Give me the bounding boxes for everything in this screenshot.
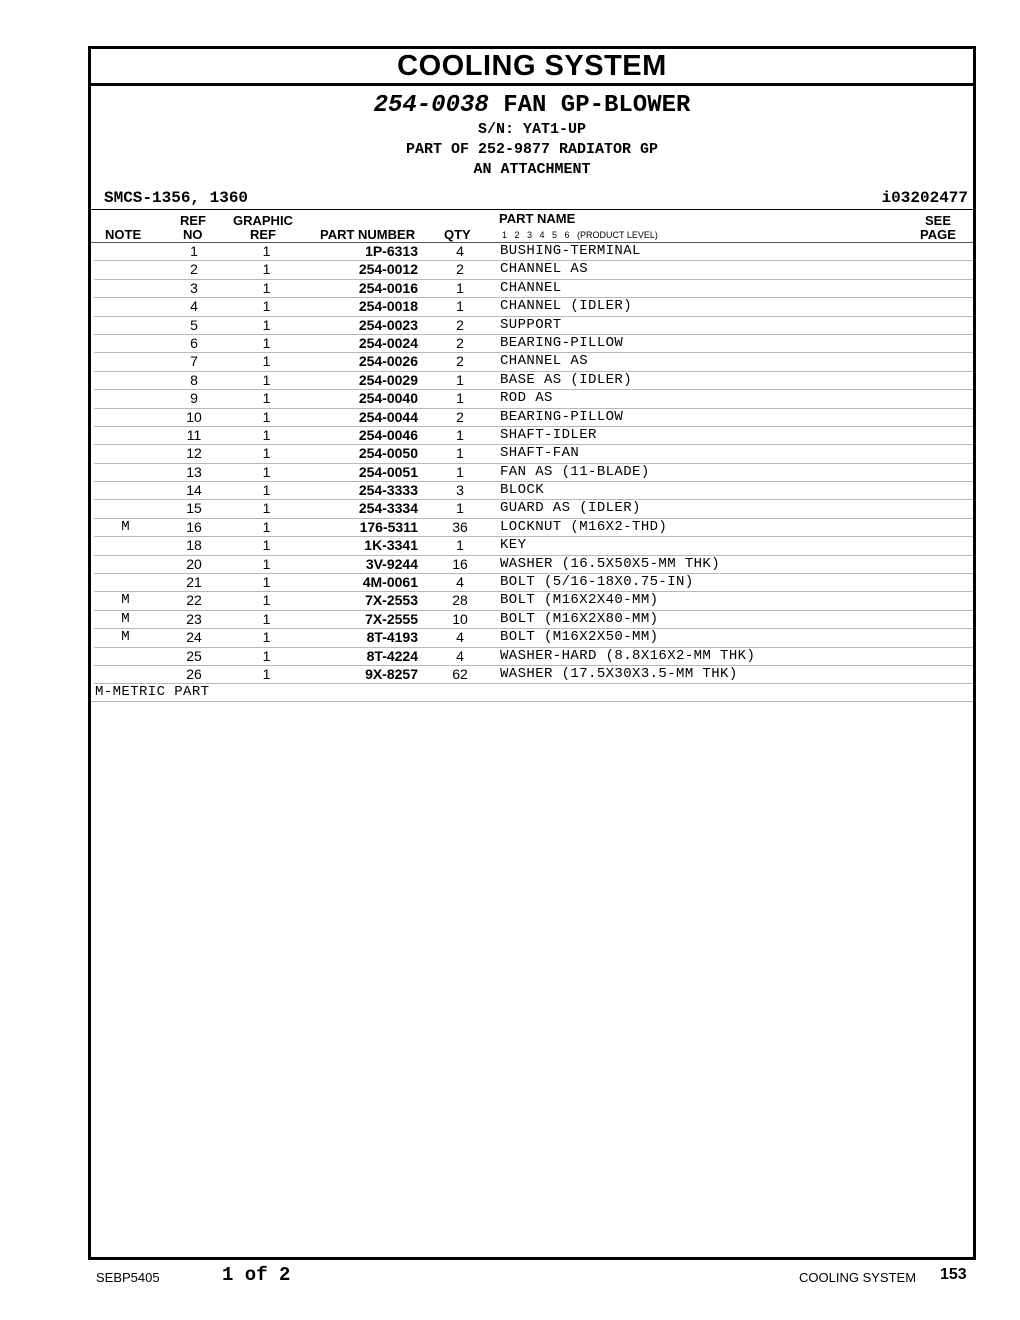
row-qty: 4 — [456, 647, 464, 664]
table-row — [94, 556, 973, 574]
row-graphic-ref: 1 — [262, 390, 271, 407]
row-qty: 2 — [456, 353, 464, 370]
footer-section: COOLING SYSTEM — [799, 1270, 917, 1285]
row-qty: 1 — [456, 298, 464, 315]
row-graphic-ref: 1 — [262, 261, 271, 278]
row-graphic-ref: 1 — [262, 482, 271, 499]
row-graphic-ref: 1 — [262, 500, 271, 517]
row-part-number: 254-0046 — [358, 426, 418, 443]
row-graphic-ref: 1 — [262, 426, 271, 443]
row-graphic-ref: 1 — [262, 555, 271, 572]
row-part-number: 254-0023 — [358, 316, 418, 333]
page-number: 153 — [940, 1266, 967, 1283]
row-part-name: GUARD AS (IDLER) — [500, 500, 641, 517]
row-graphic-ref: 1 — [262, 518, 271, 535]
group-name: FAN GP-BLOWER — [503, 92, 691, 119]
row-graphic-ref: 1 — [262, 445, 271, 462]
row-part-number: 254-0029 — [358, 371, 418, 388]
row-part-number: 254-0044 — [358, 408, 418, 425]
table-row — [94, 666, 973, 684]
row-part-name: BEARING-PILLOW — [500, 334, 624, 351]
row-part-name: ROD AS — [500, 390, 553, 407]
row-part-name: BEARING-PILLOW — [500, 408, 624, 425]
row-part-name: WASHER-HARD (8.8X16X2-MM THK) — [500, 647, 756, 664]
row-part-name: BLOCK — [500, 482, 545, 499]
row-part-name: KEY — [500, 537, 527, 554]
row-part-number: 254-0012 — [358, 261, 418, 278]
row-part-number: 254-0051 — [358, 463, 418, 480]
row-part-number: 254-3334 — [358, 500, 418, 517]
table-row — [94, 574, 973, 592]
row-ref-no: 6 — [190, 334, 198, 351]
row-qty: 10 — [452, 610, 468, 627]
row-ref-no: 23 — [186, 610, 202, 627]
row-graphic-ref: 1 — [262, 647, 271, 664]
row-part-name: SHAFT-IDLER — [500, 426, 597, 443]
col-see-bottom: PAGE — [920, 227, 956, 242]
row-part-name: BOLT (5/16-18X0.75-IN) — [500, 574, 694, 591]
row-part-number: 3V-9244 — [365, 555, 418, 572]
row-part-number: 8T-4193 — [366, 629, 418, 646]
table-row — [94, 261, 973, 279]
table-row — [94, 537, 973, 555]
row-qty: 2 — [456, 261, 464, 278]
row-ref-no: 11 — [186, 426, 202, 443]
row-ref-no: 22 — [186, 592, 202, 609]
row-part-name: BOLT (M16X2X80-MM) — [500, 610, 659, 627]
row-part-name: WASHER (16.5X50X5-MM THK) — [500, 555, 721, 572]
row-graphic-ref: 1 — [262, 298, 271, 315]
row-ref-no: 2 — [190, 261, 198, 278]
row-qty: 1 — [456, 500, 464, 517]
row-part-number: 8T-4224 — [366, 647, 418, 664]
parts-table — [91, 243, 973, 684]
row-part-number: 1P-6313 — [365, 243, 418, 259]
row-note: M — [121, 518, 130, 535]
row-part-name: FAN AS (11-BLADE) — [500, 463, 650, 480]
row-ref-no: 25 — [186, 647, 202, 664]
row-part-name: LOCKNUT (M16X2-THD) — [500, 518, 668, 535]
col-ref-no-bottom: NO — [183, 227, 203, 242]
row-graphic-ref: 1 — [262, 574, 271, 591]
table-row — [94, 372, 973, 390]
table-row — [94, 611, 973, 629]
row-part-name: CHANNEL — [500, 279, 562, 296]
row-part-name: CHANNEL (IDLER) — [500, 298, 633, 315]
page-of: 1 of 2 — [222, 1264, 291, 1286]
table-row — [94, 500, 973, 518]
row-qty: 1 — [456, 537, 464, 554]
row-part-number: 9X-8257 — [365, 665, 418, 682]
col-qty: QTY — [444, 227, 471, 242]
row-part-number: 7X-2555 — [365, 610, 418, 627]
row-qty: 4 — [456, 574, 464, 591]
row-part-number: 254-3333 — [358, 482, 418, 499]
row-qty: 1 — [456, 426, 464, 443]
row-part-name: BOLT (M16X2X40-MM) — [500, 592, 659, 609]
row-graphic-ref: 1 — [262, 592, 271, 609]
metric-part-note: M-METRIC PART — [91, 684, 973, 702]
part-of-line: PART OF 252-9877 RADIATOR GP — [405, 141, 659, 158]
serial-number: S/N: YAT1-UP — [477, 121, 587, 138]
row-ref-no: 14 — [186, 482, 202, 499]
row-part-number: 254-0016 — [358, 279, 418, 296]
smcs-codes: SMCS-1356, 1360 — [104, 189, 249, 207]
row-part-number: 254-0050 — [358, 445, 418, 462]
row-note: M — [121, 629, 130, 646]
row-part-name: SUPPORT — [500, 316, 562, 333]
row-part-number: 1K-3341 — [364, 537, 418, 554]
row-graphic-ref: 1 — [262, 371, 271, 388]
row-graphic-ref: 1 — [262, 316, 271, 333]
row-qty: 62 — [452, 665, 468, 682]
table-row — [94, 353, 973, 371]
col-graphic-ref-bottom: REF — [250, 227, 276, 242]
table-row — [94, 464, 973, 482]
row-qty: 2 — [456, 316, 464, 333]
row-ref-no: 9 — [190, 390, 198, 407]
col-see-top: SEE — [925, 213, 952, 228]
row-graphic-ref: 1 — [262, 408, 271, 425]
col-part-name: PART NAME — [499, 211, 576, 226]
row-graphic-ref: 1 — [262, 629, 271, 646]
row-qty: 3 — [456, 482, 464, 499]
row-graphic-ref: 1 — [262, 665, 271, 682]
row-ref-no: 21 — [186, 574, 202, 591]
page-title: COOLING SYSTEM — [91, 49, 973, 86]
table-row — [94, 648, 973, 666]
row-qty: 36 — [452, 518, 468, 535]
row-part-number: 254-0026 — [358, 353, 418, 370]
row-ref-no: 10 — [186, 408, 202, 425]
group-part-number: 254-0038 — [373, 92, 489, 119]
row-graphic-ref: 1 — [262, 334, 271, 351]
row-ref-no: 16 — [186, 518, 202, 535]
row-ref-no: 13 — [186, 463, 202, 480]
row-qty: 4 — [456, 629, 464, 646]
col-part-number: PART NUMBER — [320, 227, 416, 242]
row-part-name: BOLT (M16X2X50-MM) — [500, 629, 659, 646]
row-note: M — [121, 592, 130, 609]
row-ref-no: 8 — [190, 371, 198, 388]
table-row — [94, 390, 973, 408]
row-part-name: CHANNEL AS — [500, 353, 589, 370]
col-note: NOTE — [105, 227, 142, 242]
col-ref-no-top: REF — [180, 213, 206, 228]
attachment-line: AN ATTACHMENT — [473, 161, 591, 178]
row-part-number: 254-0018 — [358, 298, 418, 315]
row-graphic-ref: 1 — [262, 243, 271, 259]
row-qty: 16 — [452, 555, 468, 572]
row-qty: 28 — [452, 592, 468, 609]
col-graphic-ref-top: GRAPHIC — [233, 213, 293, 228]
row-qty: 4 — [456, 243, 464, 259]
group-title — [91, 92, 973, 120]
table-row — [94, 445, 973, 463]
column-header — [91, 210, 973, 243]
row-ref-no: 1 — [190, 243, 198, 259]
row-ref-no: 15 — [186, 500, 202, 517]
row-ref-no: 24 — [186, 629, 202, 646]
row-qty: 1 — [456, 371, 464, 388]
row-ref-no: 4 — [190, 298, 198, 315]
row-part-name: BASE AS (IDLER) — [500, 371, 633, 388]
row-graphic-ref: 1 — [262, 610, 271, 627]
parts-page-frame — [88, 46, 976, 1260]
table-row — [94, 335, 973, 353]
col-product-level: 1 2 3 4 5 6 (PRODUCT LEVEL) — [502, 230, 658, 240]
row-part-name: SHAFT-FAN — [500, 445, 580, 462]
doc-id: SEBP5405 — [96, 1270, 160, 1285]
row-graphic-ref: 1 — [262, 463, 271, 480]
illustration-id: i03202477 — [881, 189, 968, 207]
row-part-number: 254-0024 — [358, 334, 418, 351]
row-ref-no: 7 — [190, 353, 198, 370]
row-part-number: 4M-0061 — [362, 574, 418, 591]
row-qty: 1 — [456, 279, 464, 296]
row-part-name: BUSHING-TERMINAL — [500, 243, 641, 259]
row-note: M — [121, 610, 130, 627]
table-row — [94, 482, 973, 500]
table-row — [94, 409, 973, 427]
group-heading — [91, 86, 973, 180]
row-graphic-ref: 1 — [262, 353, 271, 370]
row-part-name: CHANNEL AS — [500, 261, 589, 278]
page-footer — [0, 1262, 1020, 1292]
table-row — [94, 280, 973, 298]
table-row — [94, 317, 973, 335]
table-row — [94, 519, 973, 537]
table-row — [94, 298, 973, 316]
row-ref-no: 5 — [190, 316, 198, 333]
row-part-number: 254-0040 — [358, 390, 418, 407]
row-part-name: WASHER (17.5X30X3.5-MM THK) — [500, 665, 738, 682]
row-ref-no: 26 — [186, 665, 202, 682]
table-row — [94, 243, 973, 261]
table-row — [94, 629, 973, 647]
row-ref-no: 3 — [190, 279, 198, 296]
row-ref-no: 12 — [186, 445, 202, 462]
smcs-row — [91, 187, 973, 210]
row-ref-no: 20 — [186, 555, 202, 572]
row-part-number: 176-5311 — [359, 518, 418, 535]
row-graphic-ref: 1 — [262, 537, 271, 554]
row-qty: 1 — [456, 390, 464, 407]
row-graphic-ref: 1 — [262, 279, 271, 296]
row-qty: 2 — [456, 408, 464, 425]
table-row — [94, 592, 973, 610]
row-qty: 2 — [456, 334, 464, 351]
row-part-number: 7X-2553 — [365, 592, 418, 609]
row-ref-no: 18 — [186, 537, 202, 554]
row-qty: 1 — [456, 463, 464, 480]
table-row — [94, 427, 973, 445]
row-qty: 1 — [456, 445, 464, 462]
